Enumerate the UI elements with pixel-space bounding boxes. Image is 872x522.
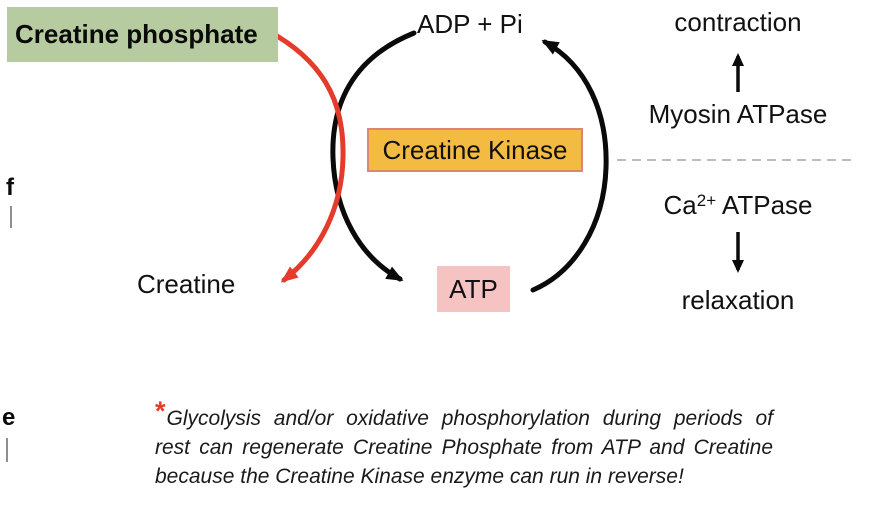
- cropped-line-fragment-bottom: [6, 438, 8, 462]
- creatine-kinase-label: Creatine Kinase: [382, 134, 568, 165]
- contraction-label: contraction: [674, 7, 802, 37]
- creatine-phosphate-box: [7, 7, 278, 62]
- footnote-line-1-text: Glycolysis and/or oxidative phosphorylation during periods of: [166, 407, 773, 430]
- creatine-phosphate-to-creatine-arrow: [277, 36, 343, 280]
- atp-label: ATP: [449, 273, 498, 304]
- relaxation-label: relaxation: [681, 285, 795, 315]
- ca-atpase-superscript: 2+: [696, 191, 717, 210]
- cropped-line-fragment-top: [10, 206, 12, 228]
- ca-atpase-rest: ATPase: [716, 190, 813, 220]
- creatine-phosphate-label: Creatine phosphate: [15, 19, 258, 49]
- footnote-line-1: [155, 394, 773, 433]
- atp-box: [437, 266, 510, 312]
- ca-atpase-label: [664, 191, 813, 220]
- ca-atpase-base: Ca: [663, 190, 697, 220]
- adp-pi-label: ADP + Pi: [417, 9, 523, 39]
- footnote-line-3: because the Creatine Kinase enzyme can run in reverse!: [155, 465, 684, 488]
- creatine-kinase-box: [367, 128, 583, 172]
- myosin-atpase-label: Myosin ATPase: [648, 99, 828, 129]
- footnote-line-2: rest can regenerate Creatine Phosphate from ATP and Creatine: [155, 436, 773, 459]
- footnote-asterisk: *: [155, 396, 166, 426]
- footnote: [155, 394, 773, 491]
- cropped-text-fragment-f: f: [6, 174, 14, 201]
- cropped-text-fragment-e: e: [2, 404, 16, 431]
- creatine-label: Creatine: [137, 269, 236, 299]
